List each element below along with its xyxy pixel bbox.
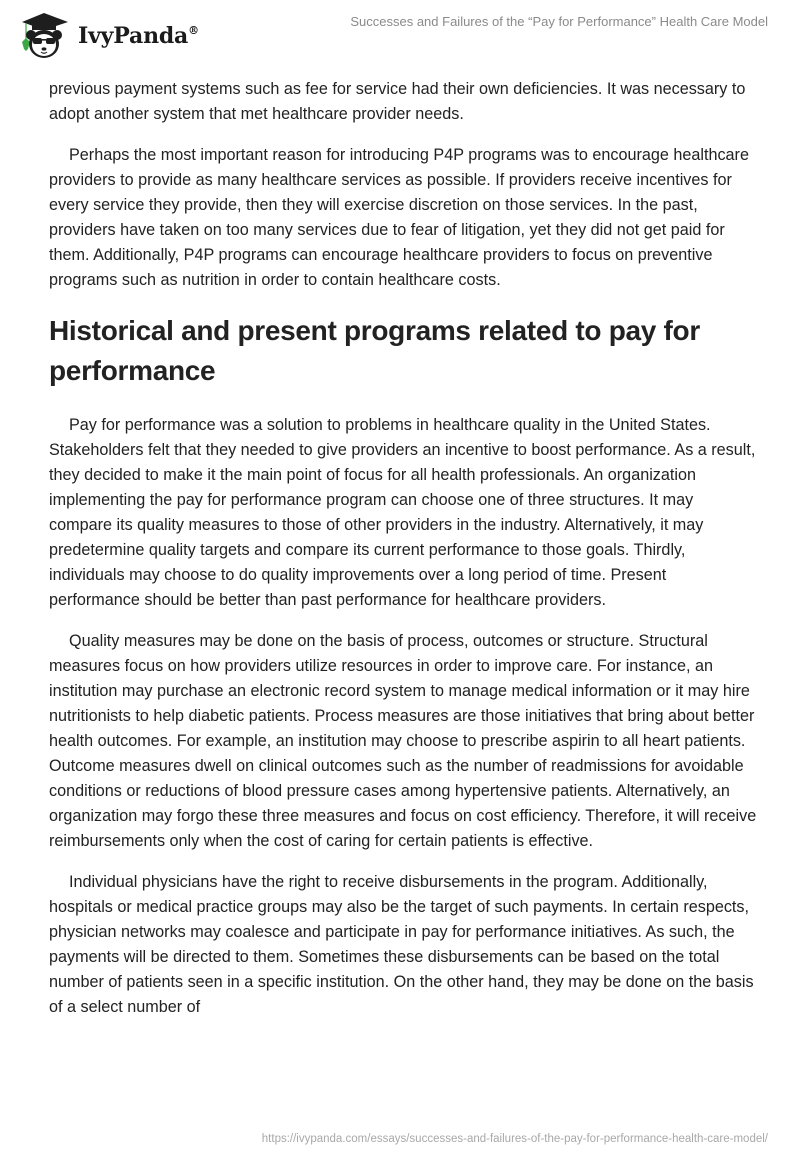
brand-text: IvyPanda (78, 23, 189, 49)
paragraph: Individual physicians have the right to receive disbursements in the program. Additionally, hospitals or medical practice groups may also be the target of such payments. In certain respects, physician networks may coalesce and participate in pay for performance initiatives. As such, the payments will be directed to them. Sometimes these disbursements can be based on the total number of patients seen in a specific institution. On the other hand, they may be done on the basis of a select number of (49, 873, 754, 1016)
page-header (0, 0, 800, 60)
brand-name (78, 23, 199, 49)
paragraph: Pay for performance was a solution to problems in healthcare quality in the United States. Stakeholders felt that they needed to give providers an incentive to boost performance. As a result, they decided to make it the main point of focus for all health professionals. An organization implementing the pay for performance program can choose one of three structures. It may compare its quality measures to those of other providers in the industry. Alternatively, it may predetermine quality targets and compare its current performance to those goals. Thirdly, individuals may choose to do quality improvements over a long period of time. Present performance should be better than past performance for healthcare providers. (49, 416, 756, 609)
paragraph: previous payment systems such as fee for service had their own deficiencies. It was necessary to adopt another system that met healthcare provider needs. (49, 80, 746, 123)
essay-body (49, 77, 759, 1036)
registered-mark: ® (188, 24, 199, 37)
source-url[interactable]: https://ivypanda.com/essays/successes-and-failures-of-the-pay-for-performance-health-care-model/ (261, 1133, 768, 1145)
paragraph: Quality measures may be done on the basis of process, outcomes or structure. Structural measures focus on how providers utilize resources in order to improve care. For instance, an institution may purchase an electronic record system to manage medical information or it may hire nutritionists to help diabetic patients. Process measures are those initiatives that bring about better health outcomes. For example, an institution may choose to prescribe aspirin to all heart patients. Outcome measures dwell on clinical outcomes such as the number of readmissions for avoidable conditions or reductions of blood pressure cases among hypertensive patients. Alternatively, an organization may forgo these three measures and focus on cost efficiency. Therefore, it will receive reimbursements only when the cost of caring for certain patients is effective. (49, 632, 757, 850)
section-heading: Historical and present programs related to pay for performance (49, 315, 700, 386)
paragraph: Perhaps the most important reason for introducing P4P programs was to encourage healthcare providers to provide as many healthcare services as possible. If providers receive incentives for every service they provide, then they will exercise discretion on those services. In the past, providers have taken on too many services due to fear of litigation, yet they did not get paid for them. Additionally, P4P programs can encourage healthcare providers to focus on preventive programs such as nutrition in order to contain healthcare costs. (49, 146, 749, 289)
panda-graduate-icon (16, 8, 72, 64)
document-title: Successes and Failures of the “Pay for Performance” Health Care Model (350, 14, 768, 29)
ivypanda-logo[interactable] (16, 8, 199, 64)
